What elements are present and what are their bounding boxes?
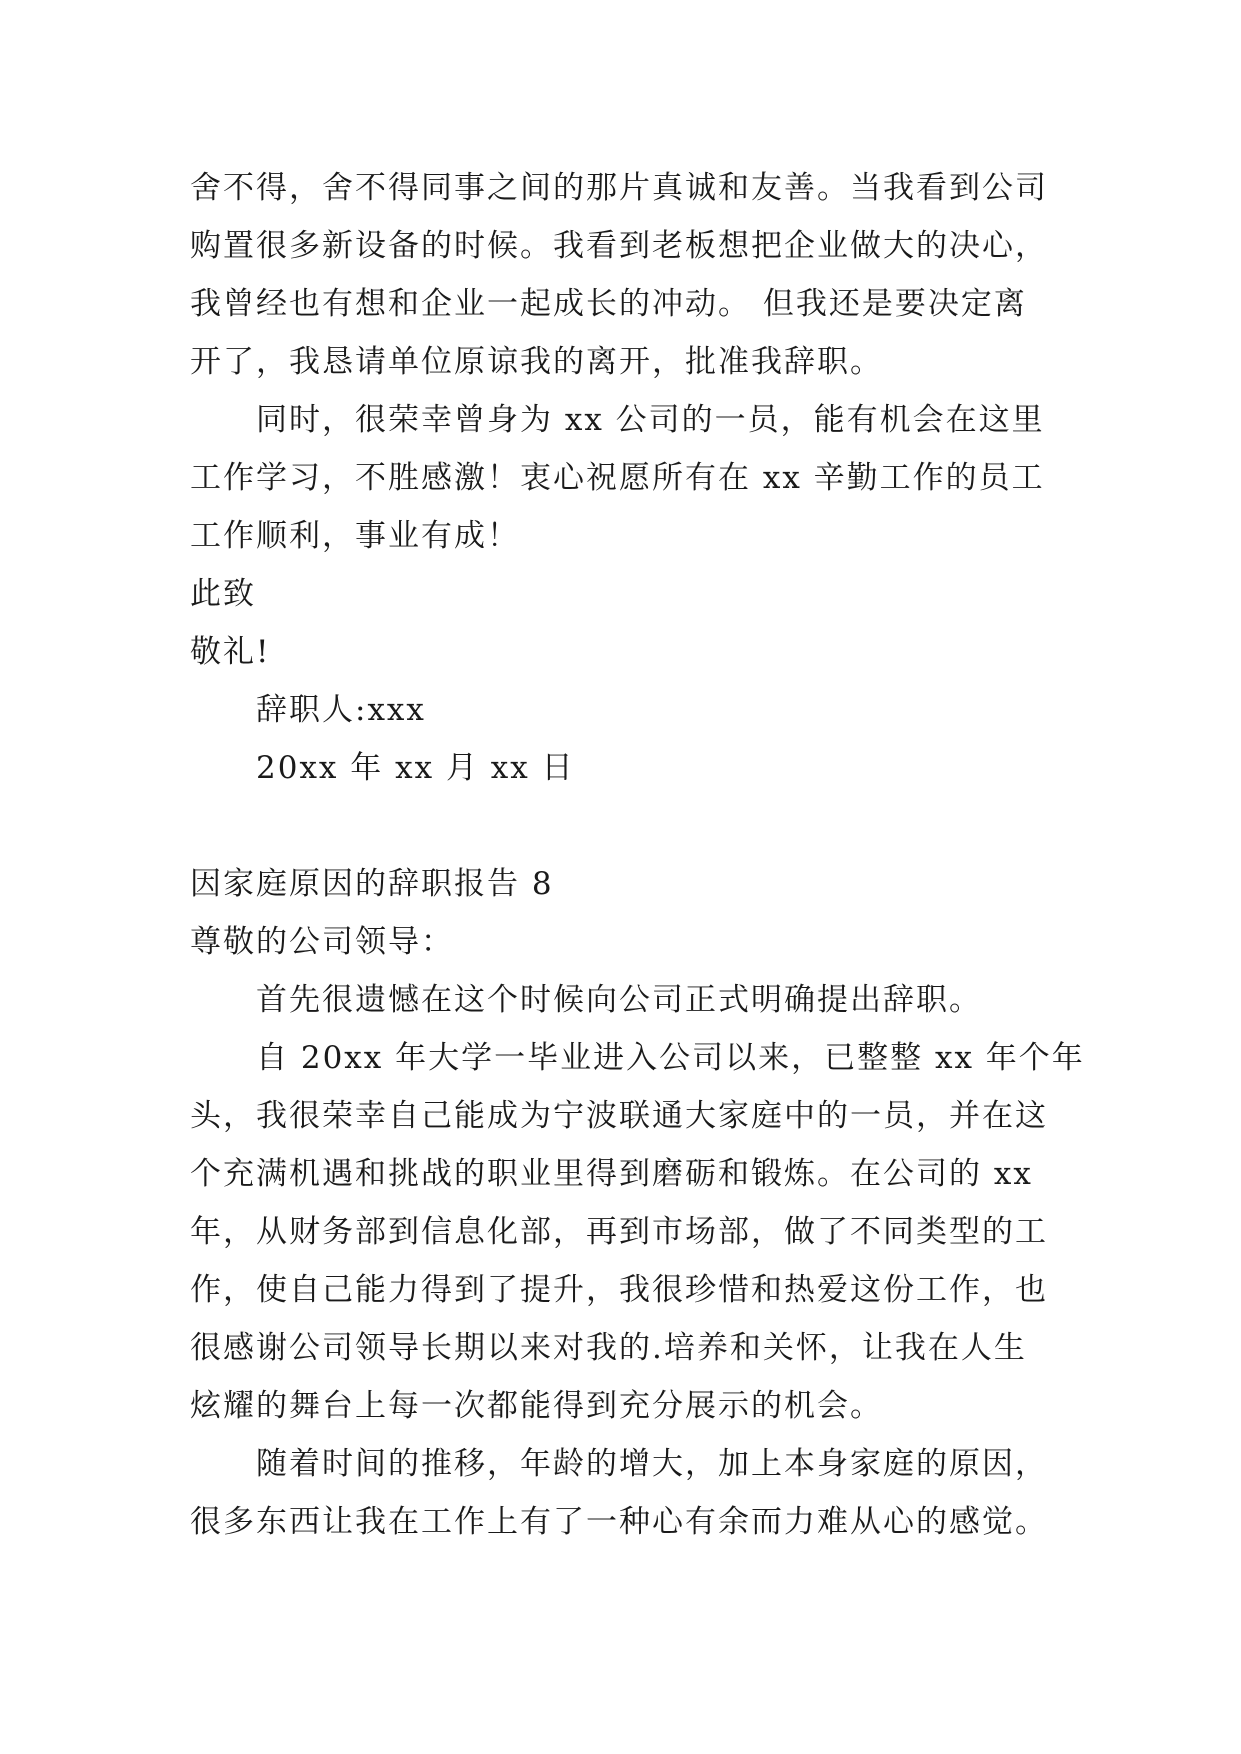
paragraph-start-line: 随着时间的推移，年龄的增大，加上本身家庭的原因， <box>256 1446 1048 1482</box>
salutation: 尊敬的公司领导： <box>190 924 454 960</box>
text-line: 作，使自己能力得到了提升，我很珍惜和热爱这份工作，也 <box>190 1272 1048 1308</box>
text-line: 个充满机遇和挑战的职业里得到磨砺和锻炼。在公司的 xx <box>190 1156 1033 1192</box>
text-line: 舍不得，舍不得同事之间的那片真诚和友善。当我看到公司 <box>190 170 1048 206</box>
text-line: 年，从财务部到信息化部，再到市场部，做了不同类型的工 <box>190 1214 1048 1250</box>
text-line: 购置很多新设备的时候。我看到老板想把企业做大的决心， <box>190 228 1048 264</box>
paragraph-start-line: 同时，很荣幸曾身为 xx 公司的一员，能有机会在这里 <box>256 402 1045 438</box>
text-line: 很多东西让我在工作上有了一种心有余而力难从心的感觉。 <box>190 1504 1048 1540</box>
date-line: 20xx 年 xx 月 xx 日 <box>256 750 575 786</box>
paragraph-start-line: 自 20xx 年大学一毕业进入公司以来，已整整 xx 年个年 <box>256 1040 1085 1076</box>
closing-salute: 敬礼! <box>190 634 271 670</box>
text-line: 头，我很荣幸自己能成为宁波联通大家庭中的一员，并在这 <box>190 1098 1048 1134</box>
text-line: 很感谢公司领导长期以来对我的.培养和关怀，让我在人生 <box>190 1330 1027 1366</box>
text-line: 工作顺利，事业有成！ <box>190 518 520 554</box>
section-title: 因家庭原因的辞职报告 8 <box>190 866 554 902</box>
text-line: 我曾经也有想和企业一起成长的冲动。 但我还是要决定离 <box>190 286 1027 322</box>
paragraph-start-line: 首先很遗憾在这个时候向公司正式明确提出辞职。 <box>256 982 982 1018</box>
text-line: 炫耀的舞台上每一次都能得到充分展示的机会。 <box>190 1388 883 1424</box>
text-line: 工作学习，不胜感激！衷心祝愿所有在 xx 辛勤工作的员工 <box>190 460 1045 496</box>
text-line: 开了，我恳请单位原谅我的离开，批准我辞职。 <box>190 344 883 380</box>
closing-line: 此致 <box>190 576 256 612</box>
signature-line: 辞职人:xxx <box>256 692 426 728</box>
